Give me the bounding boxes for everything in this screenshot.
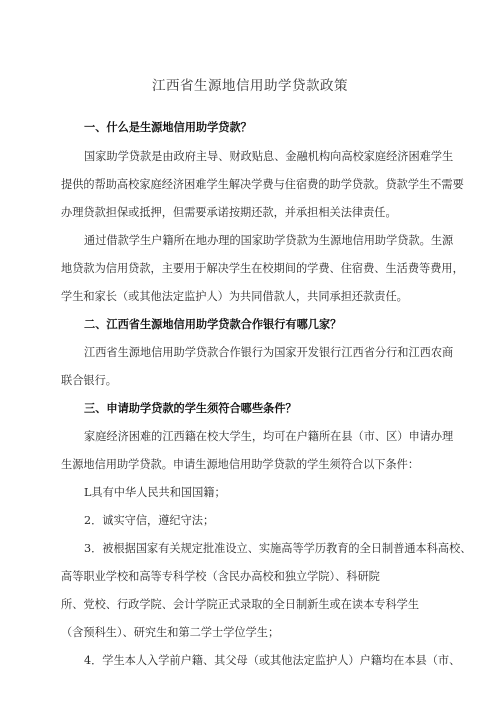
document-title: 江西省生源地信用助学贷款政策 xyxy=(152,78,348,94)
paragraph-line: 国家助学贷款是由政府主导、财政贴息、金融机构向高校家庭经济困难学生 xyxy=(84,150,454,163)
condition-item-1: L具有中华人民共和国国籍； xyxy=(84,486,226,499)
heading-eligibility: 三、申请助学贷款的学生须符合哪些条件？ xyxy=(84,402,297,415)
paragraph-line: 通过借款学生户籍所在地办理的国家助学贷款为生源地信用助学贷款。生源 xyxy=(84,234,454,247)
paragraph-line: 办理贷款担保或抵押，但需要承诺按期还款，并承担相关法律责任。 xyxy=(61,206,397,219)
condition-item-3: 3．被根据国家有关规定批准设立、实施高等学历教育的全日制普通本科高校、 xyxy=(84,542,472,555)
condition-item-3-continued: 高等职业学校和高等专科学校（含民办高校和独立学院）、科研院 xyxy=(61,570,380,583)
condition-item-3-continued: （含预科生）、研究生和第二学士学位学生； xyxy=(61,626,280,639)
paragraph-line: 家庭经济困难的江西籍在校大学生，均可在户籍所在县（市、区）申请办理 xyxy=(84,430,454,443)
paragraph-line: 地贷款为信用贷款，主要用于解决学生在校期间的学费、住宿费、生活费等费用， xyxy=(61,262,464,275)
heading-what-is-loan: 一、什么是生源地信用助学贷款？ xyxy=(84,121,252,134)
paragraph-line: 江西省生源地信用助学贷款合作银行为国家开发银行江西省分行和江西农商 xyxy=(84,346,454,359)
condition-item-3-continued: 所、党校、行政学院、会计学院正式录取的全日制新生或在读本专科学生 xyxy=(61,598,420,611)
paragraph-line: 联合银行。 xyxy=(61,374,117,387)
paragraph-line: 生源地信用助学贷款。申请生源地信用助学贷款的学生须符合以下条件： xyxy=(61,458,420,471)
condition-item-4: 4．学生本人入学前户籍、其父母（或其他法定监护人）户籍均在本县（市、 xyxy=(84,654,461,667)
paragraph-line: 学生和家长（或其他法定监护人）为共同借款人，共同承担还款责任。 xyxy=(61,290,408,303)
heading-partner-banks: 二、江西省生源地信用助学贷款合作银行有哪几家？ xyxy=(84,318,342,331)
paragraph-line: 提供的帮助高校家庭经济困难学生解决学费与住宿费的助学贷款。贷款学生不需要 xyxy=(61,178,464,191)
condition-item-2: 2．诚实守信，遵纪守法； xyxy=(84,514,215,527)
